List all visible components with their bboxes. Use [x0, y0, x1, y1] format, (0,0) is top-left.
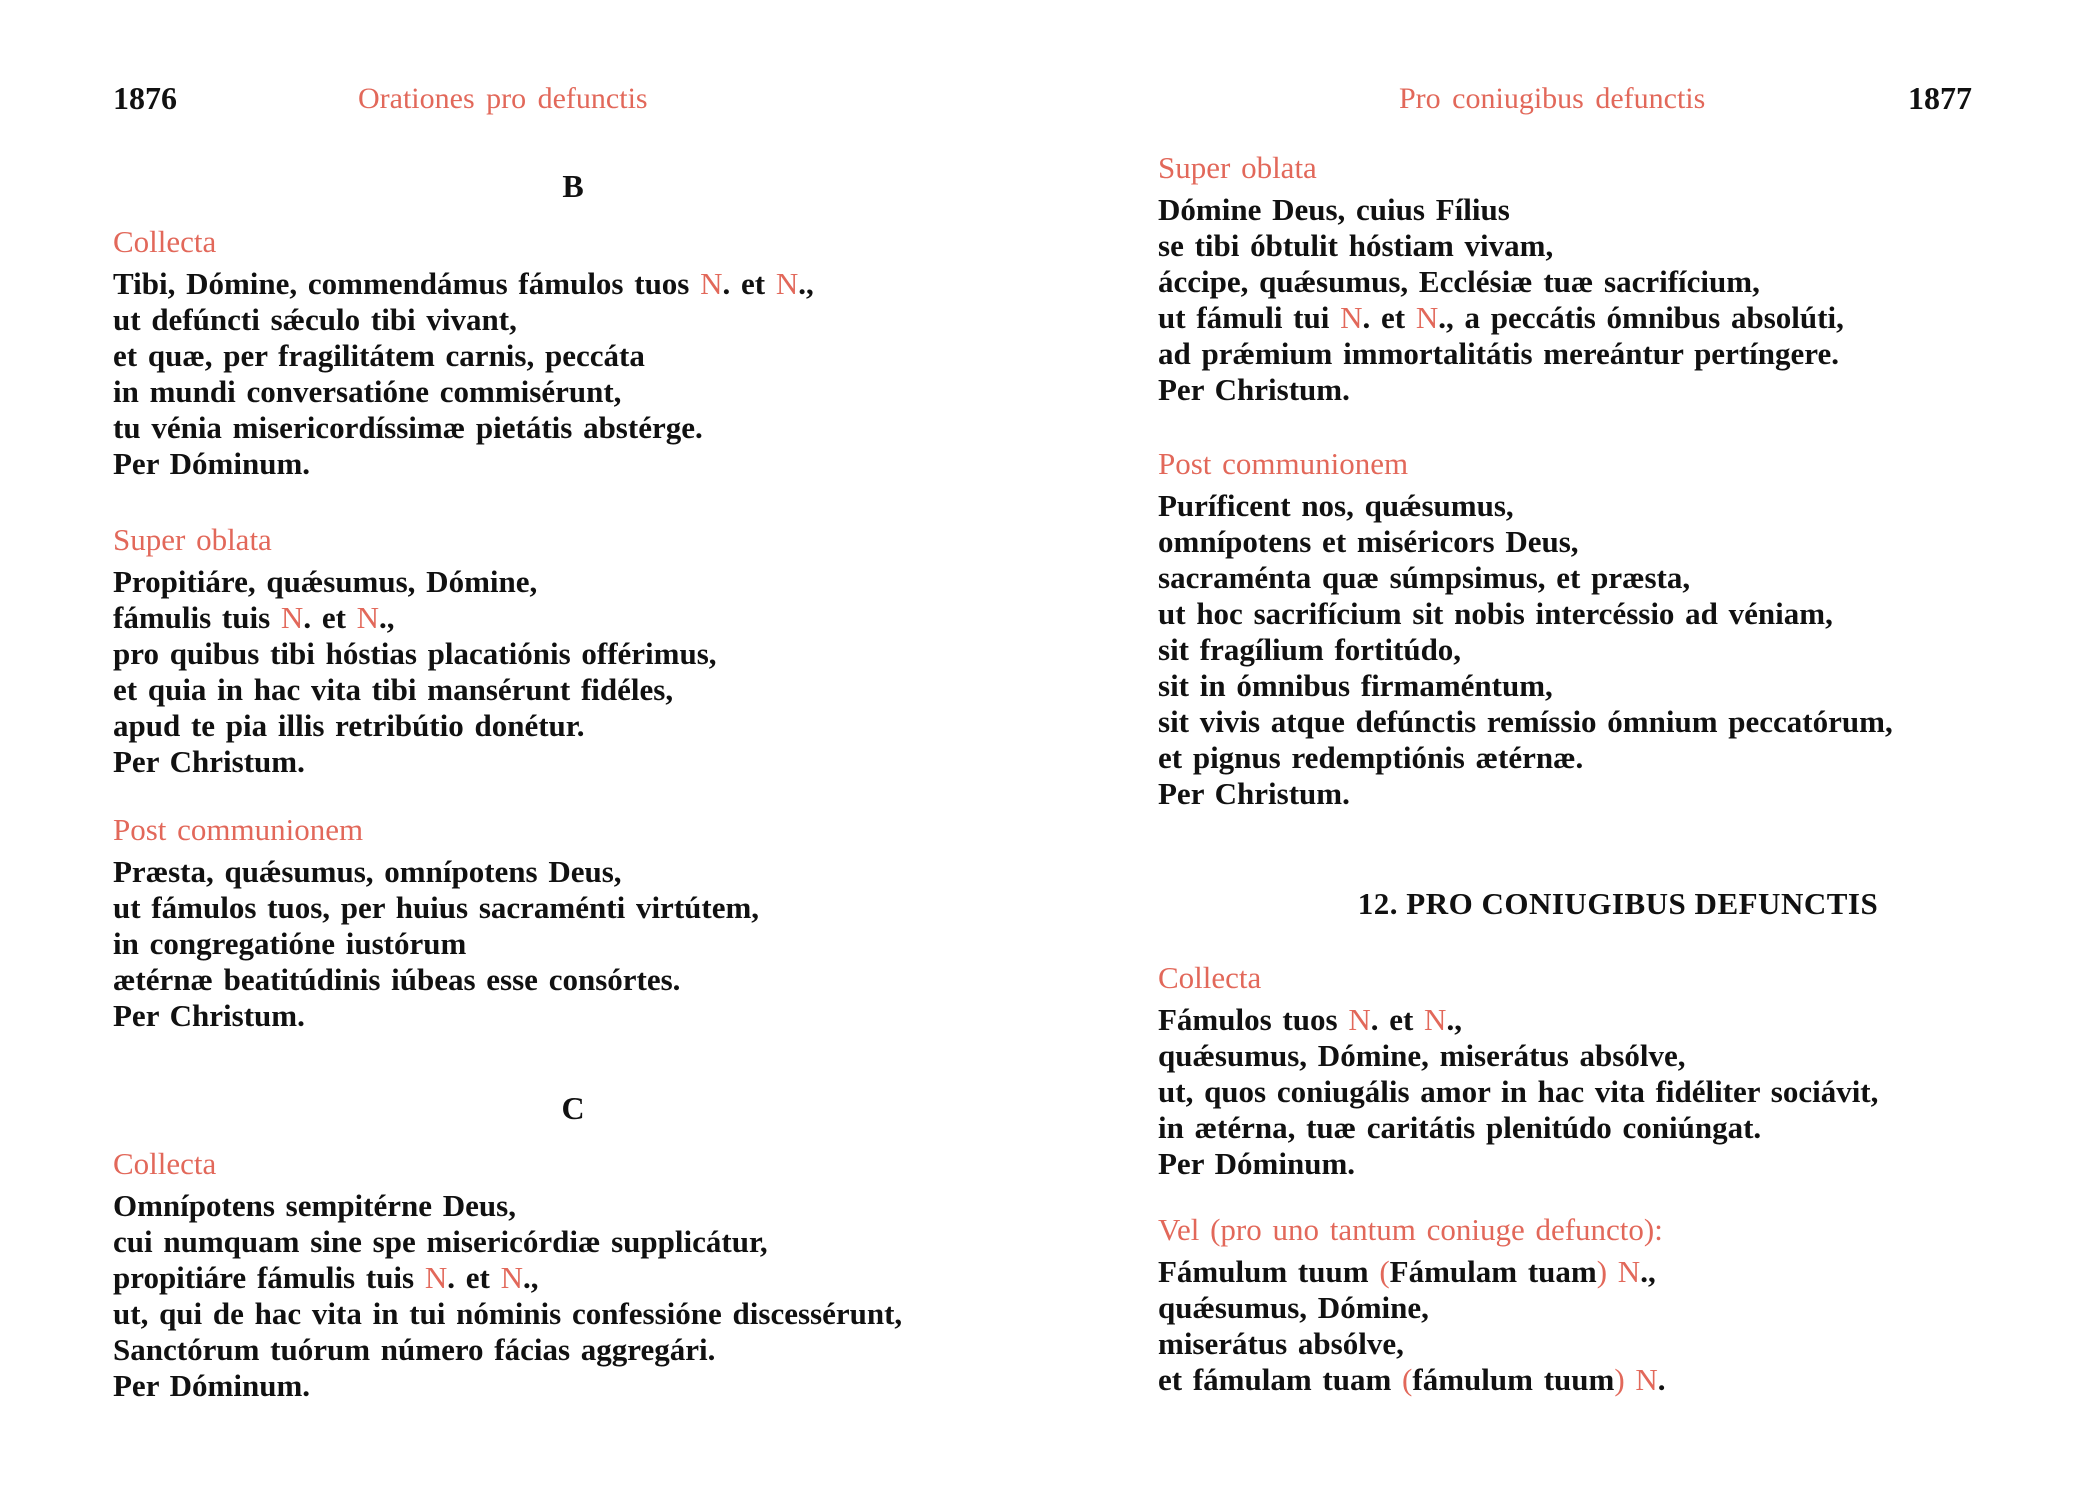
prayer-line [1158, 300, 2078, 336]
name-placeholder: N [1424, 1002, 1447, 1037]
prayer-text [1158, 1254, 2078, 1398]
prayer-line [1158, 1074, 2078, 1110]
prayer-line [1158, 1002, 2078, 1038]
text-segment: Per Christum. [113, 998, 305, 1033]
prayer-line [113, 1332, 1033, 1368]
section-b [113, 168, 1033, 219]
rubric-parenthesis: ) [1596, 1254, 1608, 1289]
prayer-collecta-b [113, 224, 1033, 482]
rubric: Super oblata [1158, 150, 1317, 185]
text-segment [1607, 1254, 1618, 1289]
rubric-parenthesis: ( [1379, 1254, 1390, 1289]
text-segment: ut, quos coniugális amor in hac vita fidéliter sociávit, [1158, 1074, 1879, 1109]
prayer-line [113, 854, 1033, 890]
prayer-line [113, 998, 1033, 1034]
text-segment: ., [798, 266, 814, 301]
text-segment: ., a peccátis ómnibus absolúti, [1438, 300, 1844, 335]
text-segment: . [1657, 1362, 1666, 1397]
prayer-line [113, 374, 1033, 410]
prayer-line [1158, 596, 2078, 632]
text-segment: ., [379, 600, 395, 635]
name-placeholder: N [424, 1260, 448, 1295]
prayer-line [113, 1224, 1033, 1260]
text-segment: omnípotens et miséricors Deus, [1158, 524, 1579, 559]
text-segment: Per Dóminum. [1158, 1146, 1356, 1181]
text-segment: ., [1640, 1254, 1656, 1289]
prayer-line [113, 962, 1033, 998]
text-segment: quǽsumus, Dómine, miserátus absólve, [1158, 1038, 1686, 1073]
prayer-line [1158, 740, 2078, 776]
text-segment: . et [303, 600, 357, 635]
text-segment: Per Christum. [113, 744, 305, 779]
text-segment: Omnípotens sempitérne Deus, [113, 1188, 516, 1223]
section-letter: B [562, 168, 584, 204]
prayer-collecta-coniugibus [1158, 960, 2078, 1182]
prayer-text [1158, 1002, 2078, 1182]
text-segment: Fámulum tuum [1158, 1254, 1380, 1289]
prayer-line [1158, 632, 2078, 668]
prayer-text [113, 564, 1033, 780]
name-placeholder: N [1415, 300, 1439, 335]
section-c [113, 1090, 1033, 1141]
text-segment: quǽsumus, Dómine, [1158, 1290, 1429, 1325]
text-segment: et quæ, per fragilitátem carnis, peccáta [113, 338, 645, 373]
text-segment: Per Christum. [1158, 372, 1350, 407]
running-head: Orationes pro defunctis [358, 82, 648, 115]
text-segment: . et [1362, 300, 1416, 335]
prayer-line [1158, 1254, 2078, 1290]
page-number: 1876 [113, 80, 177, 116]
text-segment: et pignus redemptiónis ætérnæ. [1158, 740, 1584, 775]
name-placeholder: N [1635, 1362, 1658, 1397]
rubric: Vel (pro uno tantum coniuge defuncto): [1158, 1212, 1663, 1247]
text-segment: in mundi conversatióne commisérunt, [113, 374, 622, 409]
prayer-line [113, 600, 1033, 636]
text-segment: Præsta, quǽsumus, omnípotens Deus, [113, 854, 622, 889]
name-placeholder: N [775, 266, 799, 301]
name-placeholder: N [1340, 300, 1363, 335]
name-placeholder: N [700, 266, 723, 301]
prayer-vel-alternative [1158, 1212, 2078, 1398]
text-segment: ., [1446, 1002, 1462, 1037]
text-segment: et fámulam tuam [1158, 1362, 1403, 1397]
text-segment: in ætérna, tuæ caritátis plenitúdo coniúngat. [1158, 1110, 1762, 1145]
running-head: Pro coniugibus defunctis [1399, 82, 1706, 115]
text-segment: Fámulos tuos [1158, 1002, 1349, 1037]
chapter-heading: 12. PRO CONIUGIBUS DEFUNCTIS [1357, 886, 1879, 921]
text-segment: ut, qui de hac vita in tui nóminis confessióne discessérunt, [113, 1296, 903, 1331]
text-segment: se tibi óbtulit hóstiam vivam, [1158, 228, 1554, 263]
text-segment: Per Dóminum. [113, 446, 311, 481]
prayer-collecta-c [113, 1146, 1033, 1404]
text-segment: ut fámuli tui [1158, 300, 1341, 335]
name-placeholder: N [1617, 1254, 1641, 1289]
prayer-post-communionem-b [113, 812, 1033, 1034]
text-segment: ut fámulos tuos, per huius sacraménti virtútem, [113, 890, 760, 925]
prayer-line [1158, 776, 2078, 812]
prayer-text [113, 854, 1033, 1034]
prayer-super-oblata [1158, 150, 2078, 408]
prayer-line [113, 1296, 1033, 1332]
prayer-line [1158, 372, 2078, 408]
text-segment: pro quibus tibi hóstias placatiónis offérimus, [113, 636, 717, 671]
section-letter: C [561, 1090, 585, 1126]
text-segment: . et [722, 266, 776, 301]
text-segment: ut defúncti sǽculo tibi vivant, [113, 302, 517, 337]
text-segment: ut hoc sacrifícium sit nobis intercéssio ad véniam, [1158, 596, 1833, 631]
rubric: Post communionem [1158, 446, 1409, 481]
text-segment: ., [522, 1260, 539, 1295]
prayer-text [113, 266, 1033, 482]
text-segment: et quia in hac vita tibi mansérunt fidéles, [113, 672, 674, 707]
chapter-section [1158, 886, 2078, 922]
page-number: 1877 [1908, 80, 1972, 116]
text-segment: . et [1370, 1002, 1425, 1037]
text-segment: sacraménta quæ súmpsimus, et præsta, [1158, 560, 1691, 595]
prayer-line [1158, 668, 2078, 704]
prayer-line [1158, 1038, 2078, 1074]
prayer-post-communionem [1158, 446, 2078, 812]
prayer-line [113, 266, 1033, 302]
prayer-line [1158, 1326, 2078, 1362]
text-segment: Per Dóminum. [113, 1368, 311, 1403]
rubric-parenthesis: ( [1402, 1362, 1413, 1397]
rubric: Collecta [1158, 960, 1262, 995]
text-segment: sit in ómnibus firmaméntum, [1158, 668, 1553, 703]
text-segment: áccipe, quǽsumus, Ecclésiæ tuæ sacrifícium, [1158, 264, 1760, 299]
text-segment: miserátus absólve, [1158, 1326, 1404, 1361]
text-segment: cui numquam sine spe misericórdiæ supplicátur, [113, 1224, 768, 1259]
text-segment: fámulum tuum [1412, 1362, 1615, 1397]
prayer-text [113, 1188, 1033, 1404]
rubric: Post communionem [113, 812, 364, 847]
prayer-text [1158, 488, 2078, 812]
prayer-line [113, 338, 1033, 374]
text-segment: Sanctórum tuórum número fácias aggregári. [113, 1332, 716, 1367]
prayer-line [113, 410, 1033, 446]
prayer-line [1158, 524, 2078, 560]
text-segment: ætérnæ beatitúdinis iúbeas esse consórtes. [113, 962, 681, 997]
prayer-line [113, 446, 1033, 482]
rubric: Collecta [113, 224, 217, 259]
text-segment: propitiáre fámulis tuis [113, 1260, 425, 1295]
prayer-line [1158, 1146, 2078, 1182]
prayer-line [113, 302, 1033, 338]
prayer-line [113, 1260, 1033, 1296]
right-page [1039, 0, 2078, 1500]
prayer-line [113, 564, 1033, 600]
prayer-line [113, 636, 1033, 672]
prayer-line [113, 672, 1033, 708]
text-segment: . et [447, 1260, 501, 1295]
prayer-line [113, 744, 1033, 780]
prayer-line [1158, 192, 2078, 228]
prayer-line [113, 1368, 1033, 1404]
prayer-line [1158, 560, 2078, 596]
prayer-line [113, 890, 1033, 926]
prayer-line [1158, 1362, 2078, 1398]
text-segment: in congregatióne iustórum [113, 926, 467, 961]
prayer-line [113, 1188, 1033, 1224]
text-segment: fámulis tuis [113, 600, 281, 635]
text-segment: Fámulam tuam [1389, 1254, 1597, 1289]
text-segment: sit fragílium fortitúdo, [1158, 632, 1462, 667]
text-segment: Puríficent nos, quǽsumus, [1158, 488, 1514, 523]
text-segment: tu vénia misericordíssimæ pietátis abstérge. [113, 410, 703, 445]
rubric-parenthesis: ) [1614, 1362, 1625, 1397]
prayer-line [1158, 488, 2078, 524]
text-segment: Tibi, Dómine, commendámus fámulos tuos [113, 266, 701, 301]
prayer-line [1158, 228, 2078, 264]
prayer-super-oblata-b [113, 522, 1033, 780]
text-segment [1625, 1362, 1636, 1397]
prayer-line [1158, 336, 2078, 372]
prayer-line [1158, 264, 2078, 300]
name-placeholder: N [1348, 1002, 1371, 1037]
prayer-line [1158, 1110, 2078, 1146]
rubric: Collecta [113, 1146, 217, 1181]
name-placeholder: N [280, 600, 304, 635]
text-segment: Per Christum. [1158, 776, 1350, 811]
text-segment: Propitiáre, quǽsumus, Dómine, [113, 564, 538, 599]
rubric: Super oblata [113, 522, 272, 557]
prayer-line [113, 708, 1033, 744]
prayer-text [1158, 192, 2078, 408]
text-segment: ad prǽmium immortalitátis mereántur pertíngere. [1158, 336, 1839, 371]
text-segment: sit vivis atque defúnctis remíssio ómnium peccatórum, [1158, 704, 1893, 739]
prayer-line [113, 926, 1033, 962]
text-segment: apud te pia illis retribútio donétur. [113, 708, 585, 743]
text-segment: Dómine Deus, cuius Fílius [1158, 192, 1510, 227]
name-placeholder: N [356, 600, 380, 635]
name-placeholder: N [500, 1260, 523, 1295]
prayer-line [1158, 1290, 2078, 1326]
prayer-line [1158, 704, 2078, 740]
